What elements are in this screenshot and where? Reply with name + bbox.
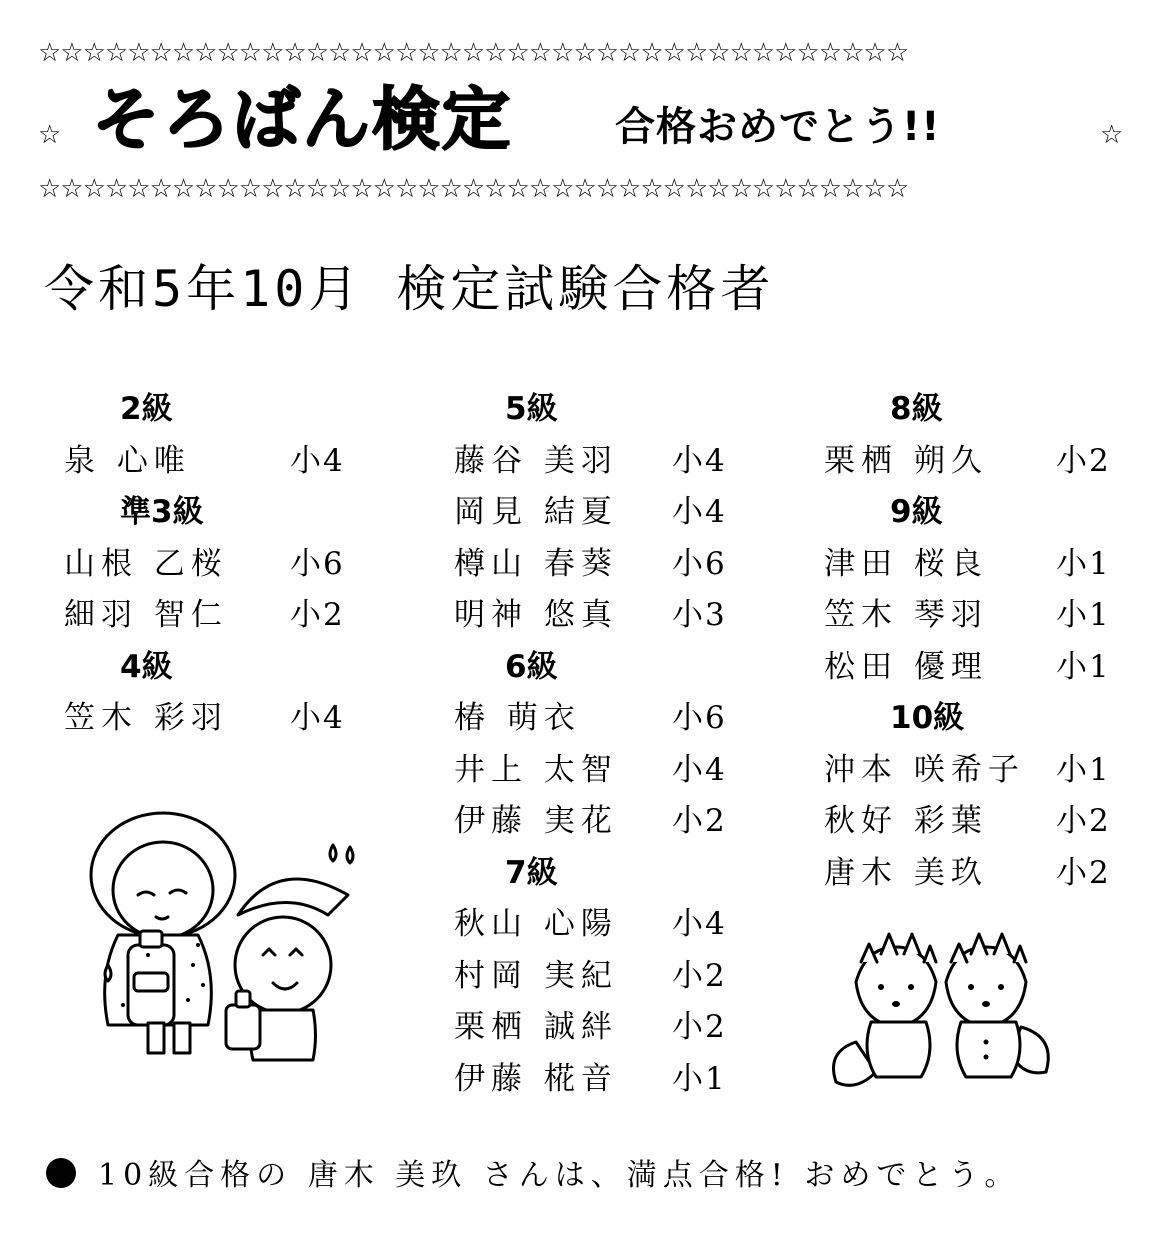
banner-title: そろばん検定 (92, 81, 513, 160)
list-item (450, 487, 750, 539)
bullet-icon (46, 1158, 76, 1188)
list-item (450, 1054, 750, 1106)
school-grade: 小2 (1056, 854, 1111, 891)
student-name: 椿 萌衣 (454, 700, 581, 736)
list-item (820, 436, 1130, 488)
school-grade: 小4 (672, 906, 727, 942)
school-grade: 小2 (672, 957, 727, 994)
school-grade: 小6 (672, 545, 727, 582)
grade-heading (820, 487, 1130, 539)
right-star-icon: ☆ (1100, 120, 1124, 150)
grade-label: 6級 (505, 648, 558, 685)
list-item (820, 539, 1130, 591)
student-name: 伊藤 椛音 (454, 1060, 618, 1097)
grade-heading (60, 384, 360, 436)
student-name: 笠木 琴羽 (824, 597, 988, 633)
grade-heading (820, 384, 1130, 436)
footer-note (46, 1158, 1020, 1194)
grade-heading (450, 384, 750, 436)
grade-heading (820, 693, 1130, 745)
student-name: 泉 心唯 (64, 442, 191, 479)
grade-heading (450, 848, 750, 900)
student-name: 秋山 心陽 (454, 906, 618, 942)
results-column-2 (450, 384, 750, 1105)
school-grade: 小2 (290, 597, 345, 633)
list-item (820, 642, 1130, 694)
student-name: 松田 優理 (824, 648, 988, 685)
list-item (450, 745, 750, 797)
grade-label: 準3級 (120, 494, 204, 530)
list-item (450, 693, 750, 745)
student-name: 明神 悠真 (454, 597, 618, 633)
school-grade: 小4 (290, 700, 345, 736)
student-name: 伊藤 実花 (454, 803, 618, 839)
student-name: 栗栖 朔久 (824, 442, 988, 479)
grade-label: 10級 (890, 700, 965, 736)
school-grade: 小1 (1056, 648, 1111, 685)
grade-label: 2級 (120, 391, 173, 427)
school-grade: 小1 (1056, 597, 1111, 633)
grade-label: 5級 (505, 391, 558, 427)
student-name: 村岡 実紀 (454, 957, 618, 994)
list-item (450, 436, 750, 488)
list-item (450, 590, 750, 642)
list-item (450, 899, 750, 951)
list-item (60, 539, 360, 591)
list-item (60, 590, 360, 642)
student-name: 笠木 彩羽 (64, 700, 228, 736)
list-item (450, 1002, 750, 1054)
children-drinking-illustration (78, 805, 378, 1075)
school-grade: 小1 (1056, 545, 1111, 582)
school-grade: 小2 (672, 1009, 727, 1045)
page-heading: 令和5年10月 検定試験合格者 (44, 260, 775, 318)
list-item (450, 796, 750, 848)
fox-mascots-illustration (826, 932, 1056, 1092)
school-grade: 小3 (672, 597, 727, 633)
results-column-1 (60, 384, 360, 745)
bottom-star-border: ☆☆☆☆☆☆☆☆☆☆☆☆☆☆☆☆☆☆☆☆☆☆☆☆☆☆☆☆☆☆☆☆☆☆☆☆☆☆☆ (38, 174, 909, 204)
grade-heading (60, 642, 360, 694)
grade-label: 8級 (890, 391, 943, 427)
list-item (820, 745, 1130, 797)
student-name: 岡見 結夏 (454, 494, 618, 530)
school-grade: 小1 (1056, 751, 1111, 788)
school-grade: 小4 (672, 442, 727, 479)
grade-label: 7級 (505, 854, 558, 891)
student-name: 井上 太智 (454, 751, 618, 788)
grade-heading (60, 487, 360, 539)
school-grade: 小2 (1056, 803, 1111, 839)
grade-label: 9級 (890, 494, 943, 530)
student-name: 秋好 彩葉 (824, 803, 988, 839)
school-grade: 小4 (672, 494, 727, 530)
school-grade: 小2 (1056, 442, 1111, 479)
student-name: 沖本 咲希子 (824, 751, 1025, 788)
list-item (450, 951, 750, 1003)
student-name: 細羽 智仁 (64, 597, 228, 633)
student-name: 藤谷 美羽 (454, 442, 618, 479)
school-grade: 小6 (290, 545, 345, 582)
left-star-icon: ☆ (38, 120, 62, 150)
results-column-3 (820, 384, 1130, 899)
school-grade: 小6 (672, 700, 727, 736)
grade-heading (450, 642, 750, 694)
school-grade: 小1 (672, 1060, 727, 1097)
footer-text: 10級合格の 唐木 美玖 さんは、満点合格! おめでとう。 (98, 1158, 1021, 1193)
list-item (60, 436, 360, 488)
list-item (820, 848, 1130, 900)
list-item (820, 796, 1130, 848)
banner-subtitle: 合格おめでとう!! (615, 104, 941, 150)
school-grade: 小2 (672, 803, 727, 839)
top-star-border: ☆☆☆☆☆☆☆☆☆☆☆☆☆☆☆☆☆☆☆☆☆☆☆☆☆☆☆☆☆☆☆☆☆☆☆☆☆☆☆ (38, 38, 909, 68)
school-grade: 小4 (290, 442, 345, 479)
grade-label: 4級 (120, 648, 173, 685)
student-name: 唐木 美玖 (824, 854, 988, 891)
list-item (60, 693, 360, 745)
student-name: 山根 乙桜 (64, 545, 228, 582)
list-item (820, 590, 1130, 642)
student-name: 津田 桜良 (824, 545, 988, 582)
school-grade: 小4 (672, 751, 727, 788)
student-name: 樽山 春葵 (454, 545, 618, 582)
list-item (450, 539, 750, 591)
student-name: 栗栖 誠絆 (454, 1009, 618, 1045)
